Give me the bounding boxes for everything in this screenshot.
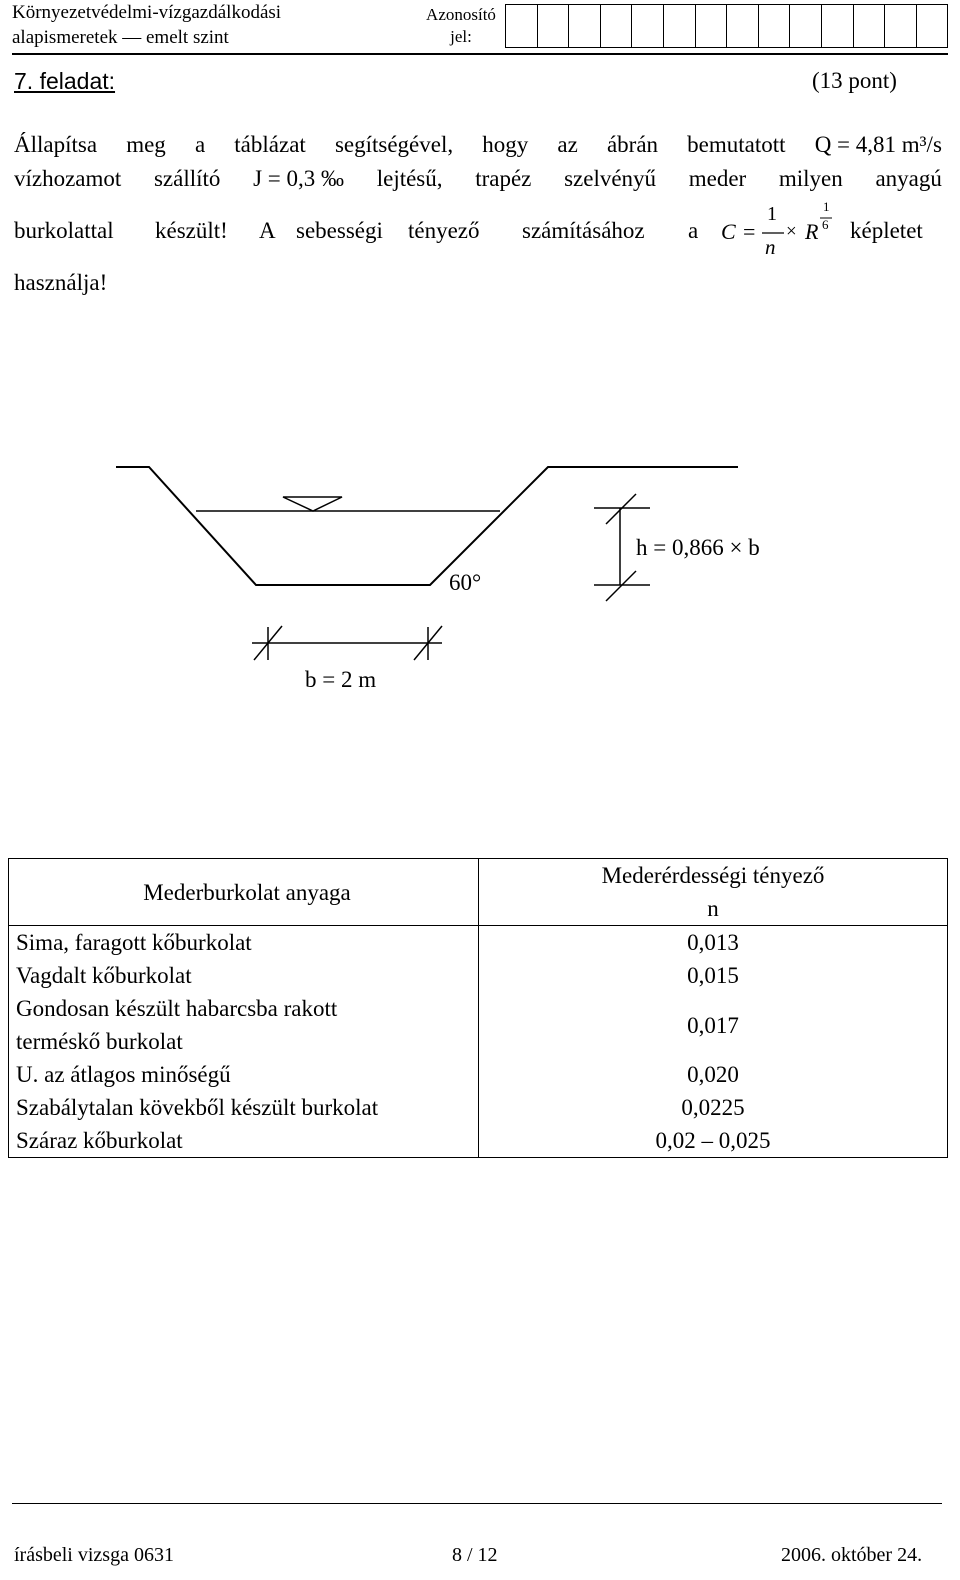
id-box[interactable] — [664, 4, 696, 48]
id-box[interactable] — [727, 4, 759, 48]
water-level-triangle — [283, 497, 342, 511]
id-label-line1: Azonosító — [426, 5, 496, 24]
roughness-cell: 0,015 — [479, 959, 948, 992]
footer-exam-code: írásbeli vizsga 0631 — [14, 1544, 174, 1566]
material-cell: U. az átlagos minőségű — [9, 1058, 479, 1091]
roughness-cell: 0,017 — [479, 992, 948, 1058]
word: lejtésű, — [376, 166, 443, 191]
task-points: (13 pont) — [812, 68, 897, 93]
word: készült! — [155, 218, 228, 243]
word: segítségével, — [334, 132, 454, 157]
paragraph-line4: használja! — [14, 270, 108, 295]
velocity-formula — [707, 199, 847, 265]
id-box[interactable] — [538, 4, 570, 48]
word: képletet — [850, 218, 923, 243]
word: a — [688, 218, 699, 243]
word: szelvényű — [564, 166, 657, 191]
formula-equals: = — [743, 219, 756, 244]
task-title: 7. feladat: — [14, 68, 116, 94]
id-box[interactable] — [759, 4, 791, 48]
formula-exp-numerator: 1 — [823, 199, 830, 214]
angle-label: 60° — [449, 570, 482, 595]
id-box[interactable] — [696, 4, 728, 48]
roughness-cell: 0,013 — [479, 926, 948, 960]
subject-title-line2: alapismeretek — emelt szint — [12, 27, 229, 48]
word: meg — [126, 132, 166, 157]
word: tényező — [408, 218, 480, 243]
roughness-cell: 0,02 – 0,025 — [479, 1124, 948, 1158]
roughness-cell: 0,020 — [479, 1058, 948, 1091]
word: szállító — [153, 166, 221, 191]
word: az — [557, 132, 578, 157]
formula-numerator: 1 — [767, 203, 777, 225]
height-label: h = 0,866 × b — [636, 535, 760, 560]
height-tick-bottom — [606, 571, 636, 601]
word: ábrán — [606, 132, 659, 157]
slope-value: J = 0,3 ‰ — [253, 166, 345, 191]
material-cell: Száraz kőburkolat — [9, 1124, 479, 1158]
roughness-table — [8, 858, 948, 1158]
word: sebességi — [296, 218, 383, 243]
word: vízhozamot — [14, 166, 122, 191]
formula-lhs: C — [721, 219, 736, 244]
height-tick-top — [606, 494, 636, 524]
header-divider — [12, 53, 948, 55]
formula-base: R — [805, 219, 819, 244]
word: hogy — [482, 132, 529, 157]
footer-page-number: 8 / 12 — [452, 1544, 498, 1566]
id-box[interactable] — [632, 4, 664, 48]
header-material: Mederburkolat anyaga — [9, 859, 479, 926]
paragraph-line1 — [14, 132, 942, 158]
id-box[interactable] — [569, 4, 601, 48]
word: A — [259, 218, 276, 243]
subject-title-line1: Környezetvédelmi-vízgazdálkodási — [12, 2, 282, 23]
channel-cross-section-diagram — [0, 440, 960, 720]
header-roughness-line2: n — [707, 896, 719, 921]
material-cell-line2: terméskő burkolat — [16, 1029, 183, 1054]
footer-divider — [12, 1503, 942, 1504]
id-box[interactable] — [601, 4, 633, 48]
table-row — [9, 1124, 948, 1158]
id-label — [423, 4, 499, 48]
word: burkolattal — [14, 218, 114, 243]
table-row — [9, 1091, 948, 1124]
material-cell-line1: Gondosan készült habarcsba rakott — [16, 996, 338, 1021]
formula-times: × — [786, 221, 797, 242]
flow-rate: Q = 4,81 m³/s — [814, 132, 942, 157]
word: táblázat — [234, 132, 306, 157]
paragraph-line2 — [14, 166, 942, 192]
id-boxes — [505, 4, 948, 48]
formula-exp-denominator: 6 — [822, 217, 829, 232]
word: trapéz — [475, 166, 532, 191]
material-cell: Szabálytalan kövekből készült burkolat — [9, 1091, 479, 1124]
formula-denominator: n — [765, 235, 776, 259]
table-header-row — [9, 859, 948, 926]
header-roughness-line1: Mederérdességi tényező — [601, 863, 825, 888]
id-label-line2: jel: — [450, 27, 472, 46]
material-cell: Sima, faragott kőburkolat — [9, 926, 479, 960]
word: számításához — [522, 218, 645, 243]
header-roughness — [479, 859, 948, 926]
material-cell: Vagdalt kőburkolat — [9, 959, 479, 992]
footer-date: 2006. október 24. — [781, 1544, 923, 1566]
word: milyen — [778, 166, 843, 191]
id-box[interactable] — [854, 4, 886, 48]
id-box[interactable] — [885, 4, 917, 48]
material-cell — [9, 992, 479, 1058]
table-row — [9, 926, 948, 960]
table-row — [9, 959, 948, 992]
word: a — [194, 132, 206, 157]
word: bemutatott — [687, 132, 786, 157]
id-box[interactable] — [506, 4, 538, 48]
table-row — [9, 992, 948, 1058]
channel-profile — [116, 467, 738, 585]
width-label: b = 2 m — [305, 667, 377, 692]
word: Állapítsa — [14, 132, 98, 157]
word: meder — [688, 166, 747, 191]
id-box[interactable] — [917, 4, 949, 48]
id-box[interactable] — [790, 4, 822, 48]
roughness-cell: 0,0225 — [479, 1091, 948, 1124]
id-box[interactable] — [822, 4, 854, 48]
table-row — [9, 1058, 948, 1091]
word: anyagú — [875, 166, 942, 191]
